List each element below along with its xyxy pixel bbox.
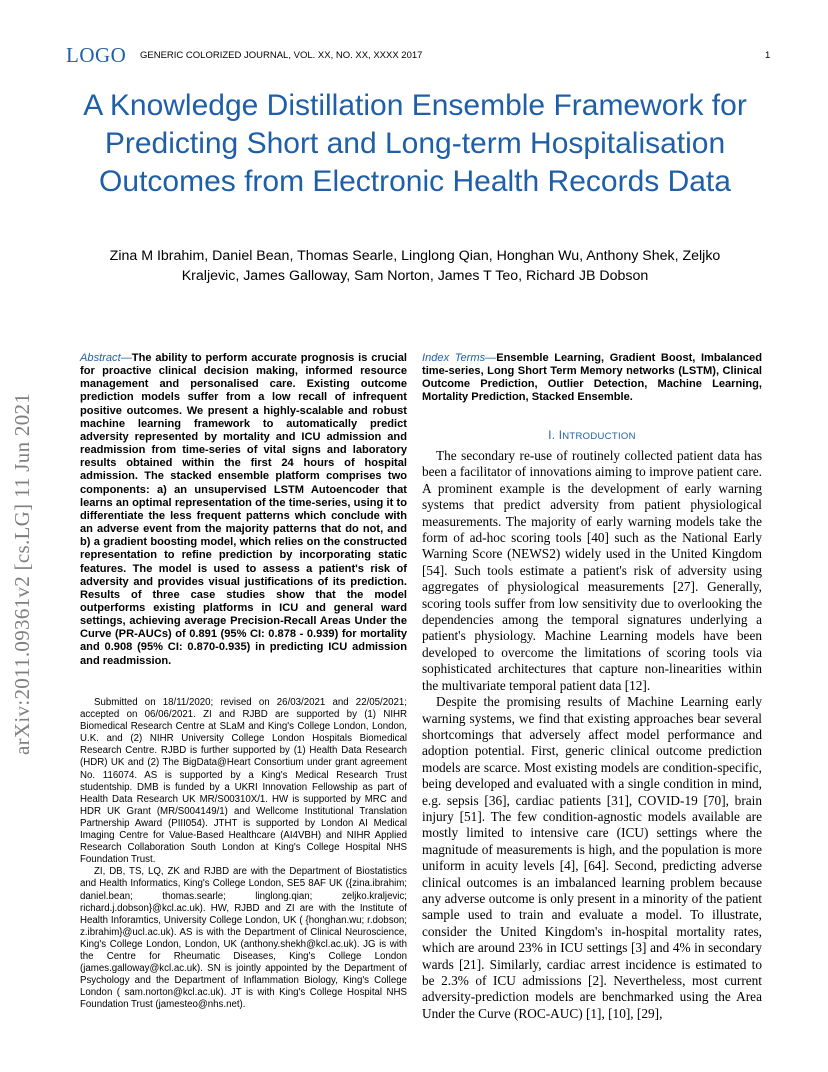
abstract-text: The ability to perform accurate prognosis is crucial for proactive clinical decision making, informed resource management and personalised care. Existing outcome prediction models suffer from a low recall of infrequent positive outcomes. We present a highly-scalable and robust machine learning framework to automatically predict adversity represented by mortality and ICU admission and readmission from time-series of vital signs and laboratory results obtained within the first 24 hours of hospital admission. The stacked ensemble platform comprises two components: a) an unsupervised LSTM Autoencoder that learns an optimal representation of the time-series, using it to differentiate the less frequent patterns which conclude with an adverse event from the majority patterns that do not, and b) a gradient boosting model, which relies on the constructed representation to refine prediction by incorporating static features. The model is used to assess a patient's risk of adversity and provides visual justifications of its prediction. Results of three case studies show that the model outperforms existing platforms in ICU and general ward settings, achieving average Precision-Recall Areas Under the Curve (PR-AUCs) of 0.891 (95% CI: 0.878 - 0.939) for mortality and 0.908 (95% CI: 0.870-0.935) in predicting ICU admission and readmission.	[80, 352, 407, 667]
index-terms	[422, 352, 762, 405]
section-number: I.	[548, 430, 559, 442]
index-terms-text: Ensemble Learning, Gradient Boost, Imbalanced time-series, Long Short Term Memory networks (LSTM), Clinical Outcome Prediction, Outlier Detection, Machine Learning, Mortality Prediction, Stacked Ensemble.	[422, 352, 762, 404]
author-list: Zina M Ibrahim, Daniel Bean, Thomas Searle, Linglong Qian, Honghan Wu, Anthony Shek, Zeljko Kraljevic, James Galloway, Sam Norton, James T Teo, Richard JB Dobson	[109, 248, 721, 284]
abstract	[80, 352, 407, 668]
journal-logo: LOGO	[66, 43, 127, 67]
introduction-body	[422, 448, 762, 1022]
section-title-rest: NTRODUCTION	[562, 431, 636, 442]
footnote-funding: Submitted on 18/11/2020; revised on 26/03/2021 and 22/05/2021; accepted on 06/06/2021. ZI and RJBD are supported by (1) NIHR Biomedical Research Centre at SLaM and King's College London, London, U.K. and (2) NIHR University College London Hospitals Biomedical Research Centre. RJBD is further supported by (1) Health Data Research (HDR) UK and (2) The BigData@Heart Consortium under grant agreement No. 116074. AS is supported by a King's Medical Research Trust studentship. DMB is funded by a UKRI Innovation Fellowship as part of Health Data Research UK MR/S00310X/1. HW is supported by MRC and HDR UK Grant (MR/S004149/1) and Wellcome Institutional Translation Partnership Award (PIII054). JTHT is supported by London AI Medical Imaging Centre for Value-Based Healthcare (AI4VBH) and NIHR Applied Research Collaboration South London at King's College Hospital NHS Foundation Trust.	[80, 697, 407, 866]
page-number: 1	[765, 50, 771, 61]
section-heading	[422, 430, 762, 442]
paper-title: A Knowledge Distillation Ensemble Framework for Predicting Short and Long-term Hospitalisation Outcomes from Electronic Health Records Data	[83, 89, 747, 198]
running-header: GENERIC COLORIZED JOURNAL, VOL. XX, NO. XX, XXXX 2017	[140, 50, 423, 61]
footnote	[80, 697, 407, 1011]
footnote-affiliations: ZI, DB, TS, LQ, ZK and RJBD are with the Department of Biostatistics and Health Informatics, King's College London, SE5 8AF UK ({zina.ibrahim; daniel.bean; thomas.searle; linglong.qian; zeljko.kraljevic; richard.j.dobson}@kcl.ac.uk). HW, RJBD and ZI are with the Institute of Health Inforamtics, University College London, UK ( {honghan.wu; r.dobson; z.ibrahim}@ucl.ac.uk). AS is with the Department of Clinical Neuroscience, King's College London, London, UK (anthony.shekh@kcl.ac.uk). JG is with the Centre for Rheumatic Diseases, King's College London (james.galloway@kcl.ac.uk). SN is jointly appointed by the Department of Psychology and the Department of Inflammation Biology, King's College London ( sam.norton@kcl.ac.uk). JT is with King's College Hospital NHS Foundation Trust (jamesteo@nhs.net).	[80, 866, 407, 1011]
section-initial: I	[558, 430, 563, 442]
index-terms-label: Index Terms—	[422, 352, 497, 364]
arxiv-identifier: arXiv:2011.09361v2 [cs.LG] 11 Jun 2021	[10, 392, 34, 755]
abstract-label: Abstract—	[80, 352, 132, 364]
intro-paragraph-1: The secondary re-use of routinely collected patient data has been a facilitator of innovations aiming to improve patient care. A prominent example is the development of early warning systems that predict adversity from patient physiological measurements. The majority of early warning models take the form of ad-hoc scoring tools [40] such as the National Early Warning Score (NEWS2) widely used in the United Kingdom [54]. Such tools estimate a patient's risk of adversity using aggregates of physiological measurements [27]. Generally, scoring tools suffer from low sensitivity due to overlooking the dependencies among the temporal signatures underlying a patient's physiology. Machine Learning models have been developed to overcome the limitations of scoring tools via sophisticated architectures that capture non-linearities within the multivariate temporal patient data [12].	[422, 448, 762, 693]
intro-paragraph-2: Despite the promising results of Machine Learning early warning systems, we find that existing approaches bear several shortcomings that adversely affect model performance and adoption potential. First, generic clinical outcome prediction models are scarce. Most existing models are condition-specific, being developed and evaluated with a single condition in mind, e.g. sepsis [36], cardiac patients [31], COVID-19 [70], brain injury [51]. The few condition-agnostic models available are mostly limited to intensive care (ICU) settings where the magnitude of measurements is high, and the population is more uniform in acuity levels [4], [64]. Second, predicting adverse clinical outcomes is an imbalanced learning problem because any adverse outcome is only present in a minority of the patient sample used to train and evaluate a model. To illustrate, consider the United Kingdom's in-hospital mortality rates, which are around 23% in ICU settings [3] and 4% in secondary wards [21]. Similarly, cardiac arrest incidence is estimated to be 2.3% of ICU admissions [2]. Nevertheless, most current adversity-prediction models are benchmarked using the Area Under the Curve (ROC-AUC) [1], [10], [29],	[422, 694, 762, 1021]
